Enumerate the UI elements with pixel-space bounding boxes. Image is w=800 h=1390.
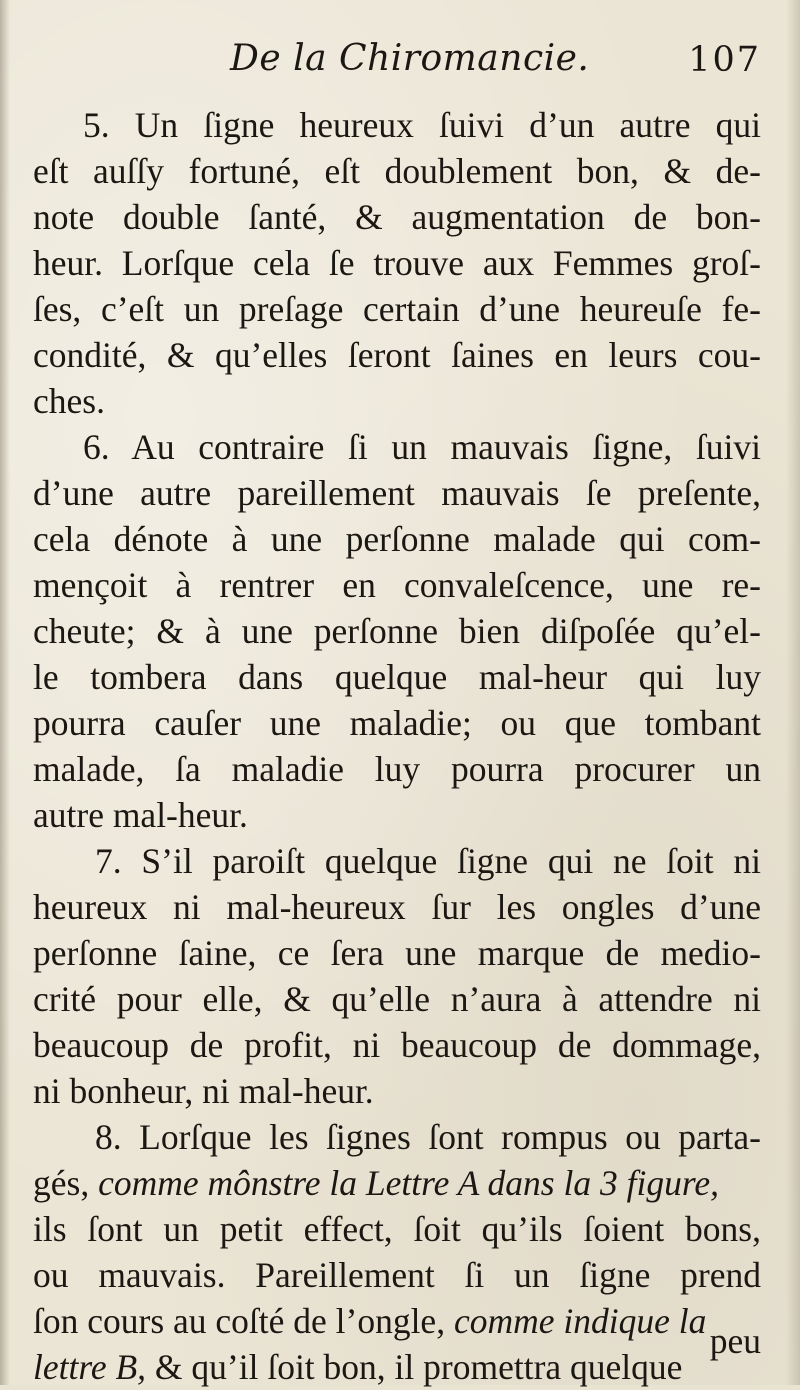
running-head	[40, 38, 765, 88]
text-line: perſonne ſaine, ce ſera une marque de medio-	[33, 933, 761, 973]
italic-reference: comme indique la	[453, 1301, 707, 1341]
text-line: ſes, c’eſt un preſage certain d’une heureuſe fe-	[33, 289, 761, 329]
text-line: 5. Un ſigne heureux ſuivi d’un autre qui	[83, 105, 761, 145]
text-line: heur. Lorſque cela ſe trouve aux Femmes groſ-	[33, 243, 761, 283]
text-line: beaucoup de profit, ni beaucoup de dommage,	[33, 1025, 761, 1065]
text-line: eſt auſſy fortuné, eſt doublement bon, & de-	[33, 151, 761, 191]
text-line: 6. Au contraire ſi un mauvais ſigne, ſuivi	[83, 427, 761, 467]
page-gutter-shadow	[0, 0, 10, 1385]
text-line: condité, & qu’elles ſeront ſaines en leurs cou-	[33, 335, 761, 375]
text-line: heureux ni mal-heureux ſur les ongles d’une	[33, 887, 761, 927]
text-line: note double ſanté, & augmentation de bon-	[33, 197, 761, 237]
text-line: ils ſont un petit effect, ſoit qu’ils ſoient bons,	[33, 1209, 761, 1249]
italic-reference: comme mônstre la Lettre A dans la 3 figure,	[98, 1163, 719, 1203]
text-line: 8. Lorſque les ſignes ſont rompus ou parta-	[95, 1117, 761, 1157]
text-line: cela dénote à une perſonne malade qui com-	[33, 519, 761, 559]
text-line: malade, ſa maladie luy pourra procurer un	[33, 749, 761, 789]
text-line: crité pour elle, & qu’elle n’aura à attendre ni	[33, 979, 761, 1019]
text-run: & qu’il ſoit bon, il promettra quelque	[146, 1347, 683, 1387]
text-run: ſon cours au coſté de l’ongle,	[33, 1301, 454, 1341]
text-line: ches.	[33, 381, 105, 421]
page-edge-shadow	[786, 0, 800, 1385]
text-line: pourra cauſer une maladie; ou que tombant	[33, 703, 761, 743]
text-line: d’une autre pareillement mauvais ſe preſente,	[33, 473, 761, 513]
text-line: 7. S’il paroiſt quelque ſigne qui ne ſoit ni	[95, 841, 761, 881]
text-line: autre mal-heur.	[33, 795, 248, 835]
text-line	[33, 1160, 761, 1206]
italic-reference: lettre B,	[33, 1347, 147, 1387]
text-line: le tombera dans quelque mal-heur qui luy	[33, 657, 761, 697]
text-line: cheute; & à une perſonne bien diſpoſée qu’el-	[33, 611, 761, 651]
page-number: 107	[688, 40, 761, 80]
body-text	[33, 102, 761, 1387]
text-line: ou mauvais. Pareillement ſi un ſigne prend	[33, 1255, 761, 1295]
catchword: peu	[709, 1321, 761, 1361]
text-run: gés,	[33, 1163, 99, 1203]
text-line: mençoit à rentrer en convaleſcence, une re-	[33, 565, 761, 605]
running-title: De la Chiromancie.	[230, 38, 590, 79]
text-line: ni bonheur, ni mal-heur.	[33, 1071, 374, 1111]
